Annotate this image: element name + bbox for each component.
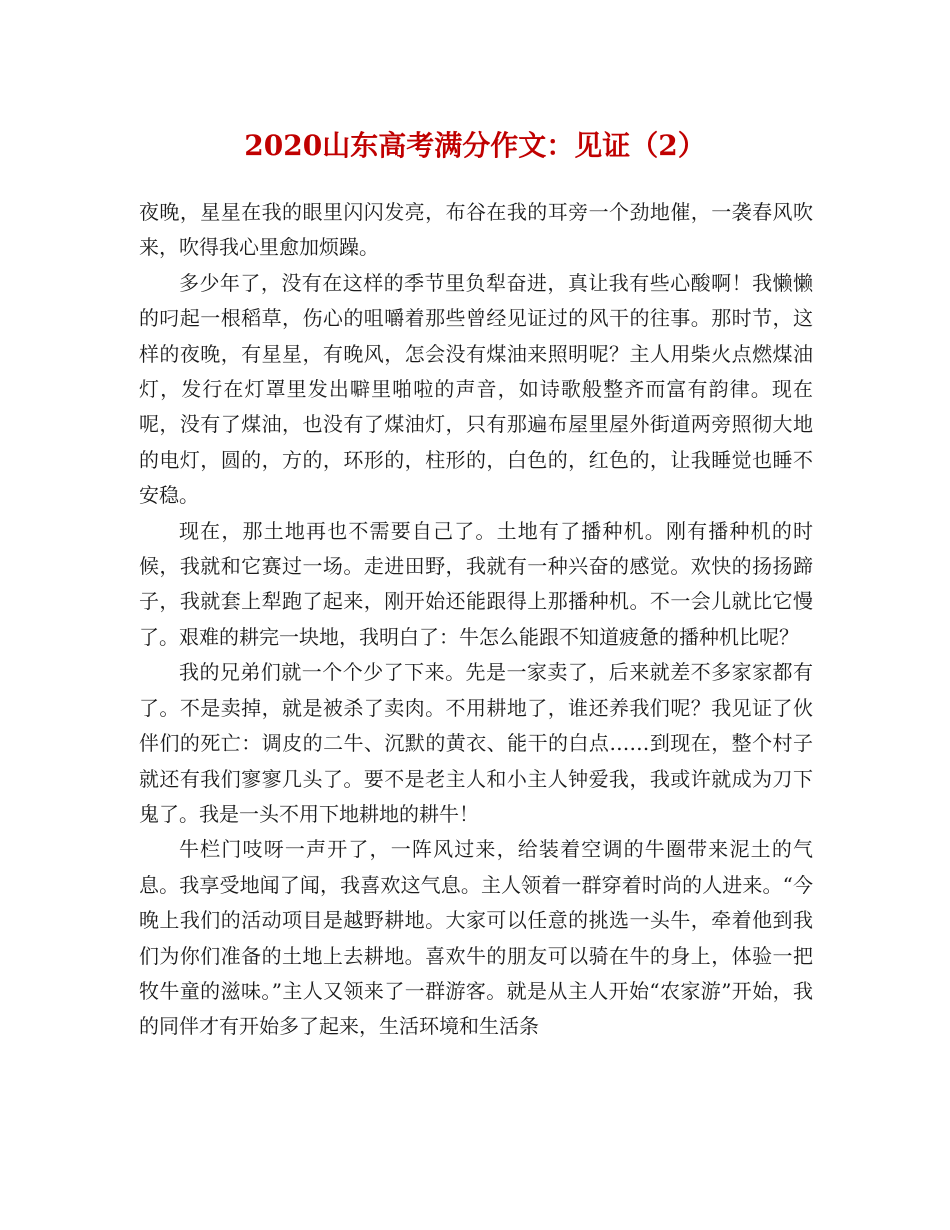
- paragraph-3: 现在，那土地再也不需要自己了。土地有了播种机。刚有播种机的时候，我就和它赛过一场。走进田野，我就有一种兴奋的感觉。欢快的扬扬蹄子，我就套上犁跑了起来，刚开始还能跟得上那播种机。不一会儿就比它慢了。艰难的耕完一块地，我明白了：牛怎么能跟不知道疲惫的播种机比呢？: [139, 518, 813, 649]
- paragraph-2: 多少年了，没有在这样的季节里负犁奋进，真让我有些心酸啊！我懒懒的叼起一根稻草，伤心的咀嚼着那些曾经见证过的风干的往事。那时节，这样的夜晚，有星星，有晚风，怎会没有煤油来照明呢？主人用柴火点燃煤油灯，发行在灯罩里发出噼里啪啦的声音，如诗歌般整齐而富有韵律。现在呢，没有了煤油，也没有了煤油灯，只有那遍布屋里屋外街道两旁照彻大地的电灯，圆的，方的，环形的，柱形的，白色的，红色的，让我睡觉也睡不安稳。: [139, 270, 813, 508]
- paragraph-1: 夜晚，星星在我的眼里闪闪发亮，布谷在我的耳旁一个劲地催，一袭春风吹来，吹得我心里愈加烦躁。: [139, 200, 813, 260]
- article-body: [139, 195, 813, 1045]
- page-title: 2020山东高考满分作文：见证（2）: [244, 129, 706, 162]
- paragraph-4: 我的兄弟们就一个个少了下来。先是一家卖了，后来就差不多家家都有了。不是卖掉，就是被杀了卖肉。不用耕地了，谁还养我们呢？我见证了伙伴们的死亡：调皮的二牛、沉默的黄衣、能干的白点……到现在，整个村子就还有我们寥寥几头了。要不是老主人和小主人钟爱我，我或许就成为刀下鬼了。我是一头不用下地耕地的耕牛！: [139, 660, 813, 826]
- paragraph-5: 牛栏门吱呀一声开了，一阵风过来，给装着空调的牛圈带来泥土的气息。我享受地闻了闻，我喜欢这气息。主人领着一群穿着时尚的人进来。“今晚上我们的活动项目是越野耕地。大家可以任意的挑选一头牛，牵着他到我们为你们准备的土地上去耕地。喜欢牛的朋友可以骑在牛的身上，体验一把牧牛童的滋味。”主人又领来了一群游客。就是从主人开始“农家游”开始，我的同伴才有开始多了起来，生活环境和生活条: [139, 837, 813, 1039]
